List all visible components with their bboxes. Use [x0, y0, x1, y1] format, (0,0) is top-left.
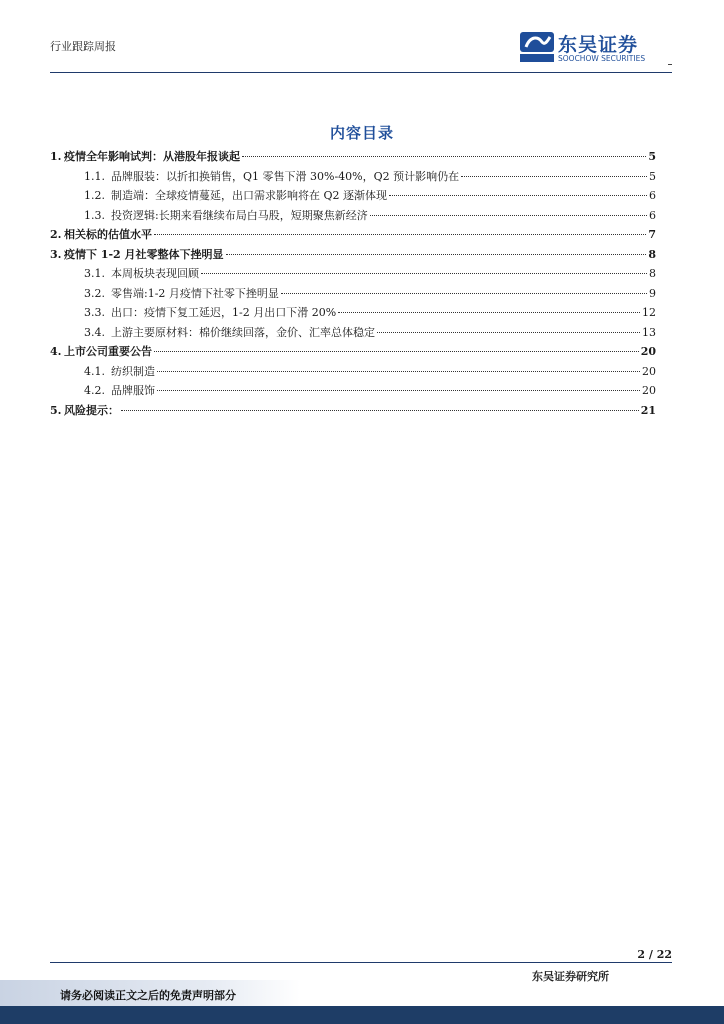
footer-divider	[50, 962, 672, 963]
toc-entry-1-1[interactable]	[50, 168, 656, 188]
toc-entry-text: 疫情全年影响试判：从港股年报谈起	[64, 150, 240, 163]
toc-entry-1-2[interactable]	[50, 187, 656, 207]
toc-entry-number: 3.	[50, 247, 62, 261]
header-mark	[668, 64, 672, 65]
toc-entry-page: 9	[649, 286, 656, 300]
footer-organization: 东吴证券研究所	[532, 970, 609, 983]
toc-leader-dots	[281, 293, 647, 294]
toc-entry-page: 20	[642, 384, 656, 397]
toc-leader-dots	[377, 332, 640, 333]
toc-entry-text: 本周板块表现回顾	[111, 267, 199, 280]
page-indicator: 2 / 22	[637, 948, 672, 961]
toc-entry-3-3[interactable]	[50, 304, 656, 324]
toc-entry-1-3[interactable]	[50, 207, 656, 227]
toc-entry-text: 零售端:1-2 月疫情下社零下挫明显	[111, 286, 279, 300]
toc-entry-2[interactable]	[50, 226, 656, 246]
toc-entry-text: 上游主要原材料：棉价继续回落，金价、汇率总体稳定	[111, 325, 375, 339]
header-divider	[50, 72, 672, 73]
toc-entry-page: 13	[642, 325, 656, 339]
toc-entry-text: 品牌服装：以折扣换销售，Q1 零售下滑 30%-40%，Q2 预计影响仍在	[111, 169, 460, 183]
toc-entry-text: 出口：疫情下复工延迟，1-2 月出口下滑 20%	[111, 306, 337, 319]
table-of-contents	[50, 148, 656, 421]
toc-entry-number: 5.	[50, 403, 62, 417]
toc-entry-number: 4.2.	[84, 384, 105, 397]
toc-entry-number: 4.1.	[84, 364, 105, 378]
toc-entry-text: 投资逻辑:长期来看继续布局白马股，短期聚焦新经济	[111, 208, 368, 222]
toc-entry-page: 12	[642, 306, 656, 319]
toc-entry-4[interactable]	[50, 343, 656, 363]
toc-entry-page: 6	[649, 189, 656, 202]
toc-entry-4-1[interactable]	[50, 363, 656, 383]
toc-entry-page: 8	[648, 247, 656, 261]
toc-entry-number: 1.3.	[84, 208, 105, 222]
toc-entry-5[interactable]	[50, 402, 656, 422]
toc-leader-dots	[154, 234, 646, 235]
toc-leader-dots	[157, 371, 640, 372]
soochow-logo-icon	[520, 32, 554, 62]
toc-entry-page: 7	[648, 228, 656, 241]
toc-entry-3-4[interactable]	[50, 324, 656, 344]
toc-entry-page: 6	[649, 208, 656, 222]
logo-name-en: SOOCHOW SECURITIES	[558, 54, 646, 63]
toc-entry-3[interactable]	[50, 246, 656, 266]
toc-entry-page: 8	[649, 267, 656, 280]
toc-entry-number: 1.1.	[84, 169, 105, 183]
toc-entry-text: 纺织制造	[111, 364, 155, 378]
toc-entry-number: 2.	[50, 228, 62, 241]
toc-entry-number: 3.4.	[84, 325, 105, 339]
toc-entry-number: 3.2.	[84, 286, 105, 300]
toc-leader-dots	[461, 176, 647, 177]
toc-title: 内容目录	[329, 124, 394, 142]
toc-entry-page: 5	[648, 150, 656, 163]
toc-entry-text: 相关标的估值水平	[64, 228, 152, 241]
toc-leader-dots	[370, 215, 647, 216]
toc-entry-text: 疫情下 1-2 月社零整体下挫明显	[64, 247, 224, 261]
toc-entry-number: 1.2.	[84, 189, 105, 202]
toc-leader-dots	[389, 195, 647, 196]
toc-entry-text: 制造端：全球疫情蔓延，出口需求影响将在 Q2 逐渐体现	[111, 189, 388, 202]
footer-bar	[0, 1006, 724, 1024]
company-logo	[520, 30, 670, 66]
logo-name-cn: 东吴证券	[558, 34, 639, 56]
toc-entry-number: 4.	[50, 345, 62, 358]
toc-entry-text: 品牌服饰	[111, 384, 155, 397]
toc-entry-number: 3.3.	[84, 306, 105, 319]
toc-entry-text: 风险提示：	[64, 403, 119, 417]
disclaimer-text: 请务必阅读正文之后的免责声明部分	[60, 989, 236, 1002]
toc-leader-dots	[154, 351, 639, 352]
report-category: 行业跟踪周报	[50, 40, 116, 53]
toc-entry-1[interactable]	[50, 148, 656, 168]
toc-leader-dots	[226, 254, 647, 255]
toc-leader-dots	[121, 410, 639, 411]
toc-entry-number: 1.	[50, 150, 62, 163]
toc-entry-page: 20	[642, 364, 656, 378]
toc-entry-page: 5	[649, 169, 656, 183]
disclaimer-banner	[0, 980, 300, 1008]
toc-entry-text: 上市公司重要公告	[64, 345, 152, 358]
toc-entry-4-2[interactable]	[50, 382, 656, 402]
toc-entry-page: 21	[640, 403, 656, 417]
toc-leader-dots	[157, 390, 640, 391]
toc-leader-dots	[242, 156, 646, 157]
toc-entry-3-1[interactable]	[50, 265, 656, 285]
toc-entry-3-2[interactable]	[50, 285, 656, 305]
toc-leader-dots	[201, 273, 647, 274]
toc-entry-page: 20	[640, 345, 656, 358]
toc-entry-number: 3.1.	[84, 267, 105, 280]
toc-leader-dots	[338, 312, 640, 313]
